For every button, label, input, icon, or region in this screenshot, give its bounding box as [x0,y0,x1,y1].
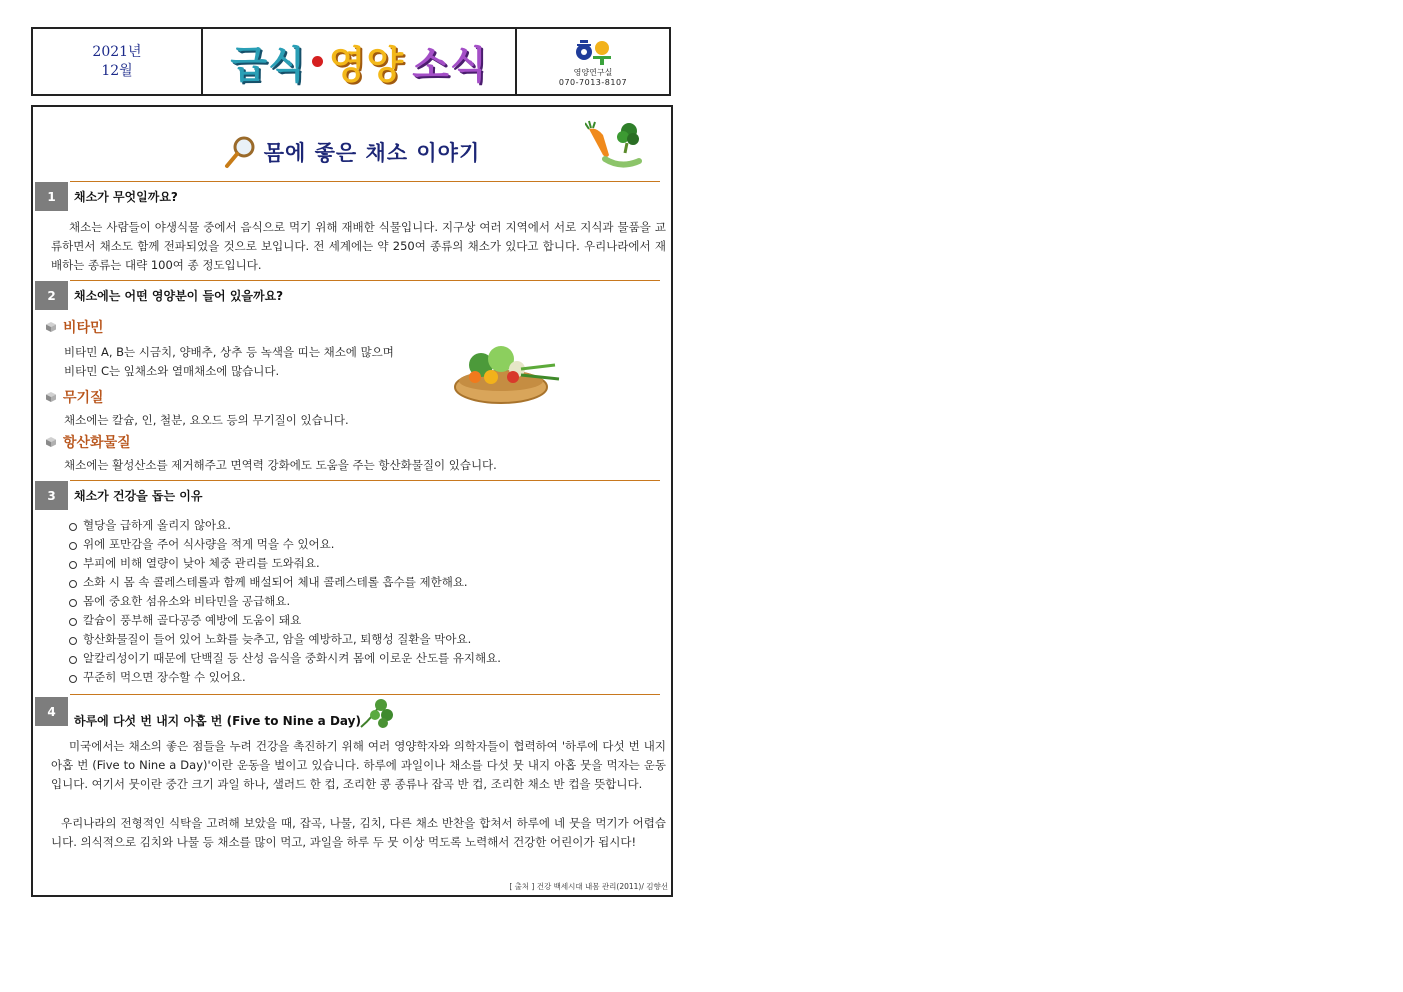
nutrient-line: 채소에는 칼슘, 인, 철분, 요오드 등의 무기질이 있습니다. [64,413,349,427]
vegetables-illustration-icon [585,119,645,171]
divider [70,280,660,281]
main-title: 몸에 좋은 채소 이야기 [263,141,481,165]
section-paragraph: 우리나라의 전형적인 식탁을 고려해 보았을 때, 잡곡, 나물, 김치, 다른 채소 반찬을 합쳐서 하루에 네 뭇을 먹기가 어렵습니다. 의식적으로 김치와 나물 등 채소를 많이 먹고, 과일을 하루 두 뭇 이상 먹도록 노력해서 건강한 어린이가 됩시다! [51,816,666,849]
nutrient-label: 항산화물질 [63,435,131,451]
section-number: 4 [35,697,68,726]
nutrient-line: 비타민 C는 잎채소와 열매채소에 많습니다. [64,364,280,378]
title-part-nutrition: 영양 [328,43,405,87]
nutrient-heading [46,387,104,407]
org-name: 영양연구실 [573,67,613,77]
list-item [69,572,501,591]
nutrient-heading [46,317,104,337]
list-item-text: 알칼리성이기 때문에 단백질 등 산성 음식을 중화시켜 몸에 이로운 산도를 유지해요. [83,650,501,665]
list-item-text: 꾸준히 먹으면 장수할 수 있어요. [83,669,246,684]
source-citation: [ 출처 ] 건강 백세시대 내몸 관리(2011)/ 김향선 [509,882,668,891]
nutrient-label: 무기질 [63,390,104,406]
bullet-icon [69,580,77,588]
bullet-icon [69,637,77,645]
newsletter-header [31,27,671,96]
section-number: 3 [35,481,68,510]
newsletter-body [31,105,673,897]
cube-bullet-icon [46,437,56,447]
bullet-icon [69,599,77,607]
bullet-icon [69,675,77,683]
divider [70,480,660,481]
list-item-text: 부피에 비해 열량이 낮아 체중 관리를 도와줘요. [83,555,320,570]
list-item-text: 몸에 중요한 섬유소와 비타민을 공급해요. [83,593,291,608]
list-item [69,648,501,667]
issue-year: 2021년 [92,43,142,60]
list-item-text: 항산화물질이 들어 있어 노화를 늦추고, 암을 예방하고, 퇴행성 질환을 막아요. [83,631,472,646]
list-item-text: 칼슘이 풍부해 골다공증 예방에 도움이 돼요 [83,612,302,627]
list-item [69,553,501,572]
section-heading: 하루에 다섯 번 내지 아홉 번 (Five to Nine a Day) [74,714,361,728]
title-part-meal: 급식 [230,43,306,87]
health-benefits-list [69,515,501,686]
section-paragraph: 채소는 사람들이 야생식물 중에서 음식으로 먹기 위해 재배한 식물입니다. 지구상 여러 지역에서 서로 지식과 물품을 교류하면서 채소도 함께 전파되었을 것으로 보입니다. 전 세계에는 약 250여 종류의 채소가 있다고 합니다. 우리나라에서 재배하는 종류는 대략 100여 종 정도입니다. [51,220,666,272]
list-item [69,610,501,629]
org-block [517,29,669,94]
list-item [69,591,501,610]
issue-month: 12월 [101,62,133,79]
nutrient-heading [46,432,131,452]
nutrient-label: 비타민 [63,320,104,336]
leafy-vegetable-icon [359,695,395,731]
section-heading: 채소가 무엇일까요? [74,190,178,204]
title-separator-dot [312,56,323,67]
section-heading: 채소에는 어떤 영양분이 들어 있을까요? [74,289,284,303]
list-item-text: 위에 포만감을 주어 식사량을 적게 먹을 수 있어요. [83,536,335,551]
section-heading: 채소가 건강을 돕는 이유 [74,489,203,503]
nutrient-line: 비타민 A, B는 시금치, 양배추, 상추 등 녹색을 띠는 채소에 많으며 [64,345,394,359]
cube-bullet-icon [46,392,56,402]
newsletter-title [203,29,517,94]
bullet-icon [69,523,77,531]
list-item-text: 소화 시 몸 속 콜레스테롤과 함께 배설되어 체내 콜레스테롤 흡수를 제한해요. [83,574,468,589]
bullet-icon [69,656,77,664]
section-number: 2 [35,281,68,310]
section-paragraph: 미국에서는 채소의 좋은 점들을 누려 건강을 촉진하기 위해 여러 영양학자와 의학자들이 협력하여 '하루에 다섯 번 내지 아홉 번 (Five to Nine a Day)'이란 운동을 벌이고 있습니다. 하루에 과일이나 채소를 다섯 뭇 내지 아홉 뭇을 먹자는 운동입니다. 여기서 뭇이란 중간 크기 과일 하나, 샐러드 한 컵, 조리한 콩 종류나 잡곡 반 컵, 조리한 채소 반 컵을 뜻합니다. [51,739,666,791]
bullet-icon [69,542,77,550]
nutrient-line: 채소에는 활성산소를 제거해주고 면역력 강화에도 도움을 주는 항산화물질이 있습니다. [64,458,497,472]
magnifier-icon [224,135,256,169]
list-item [69,629,501,648]
list-item [69,534,501,553]
issue-date [33,29,203,94]
main-title-row [33,127,671,177]
list-item-text: 혈당을 급하게 올리지 않아요. [83,517,231,532]
org-phone: 070-7013-8107 [558,77,628,87]
list-item [69,667,501,686]
list-item [69,515,501,534]
section-number: 1 [35,182,68,211]
title-part-news: 소식 [412,43,488,87]
bullet-icon [69,561,77,569]
cube-bullet-icon [46,322,56,332]
org-logo-icon [571,36,615,66]
divider [70,181,660,182]
vegetable-basket-icon [451,339,563,407]
bullet-icon [69,618,77,626]
